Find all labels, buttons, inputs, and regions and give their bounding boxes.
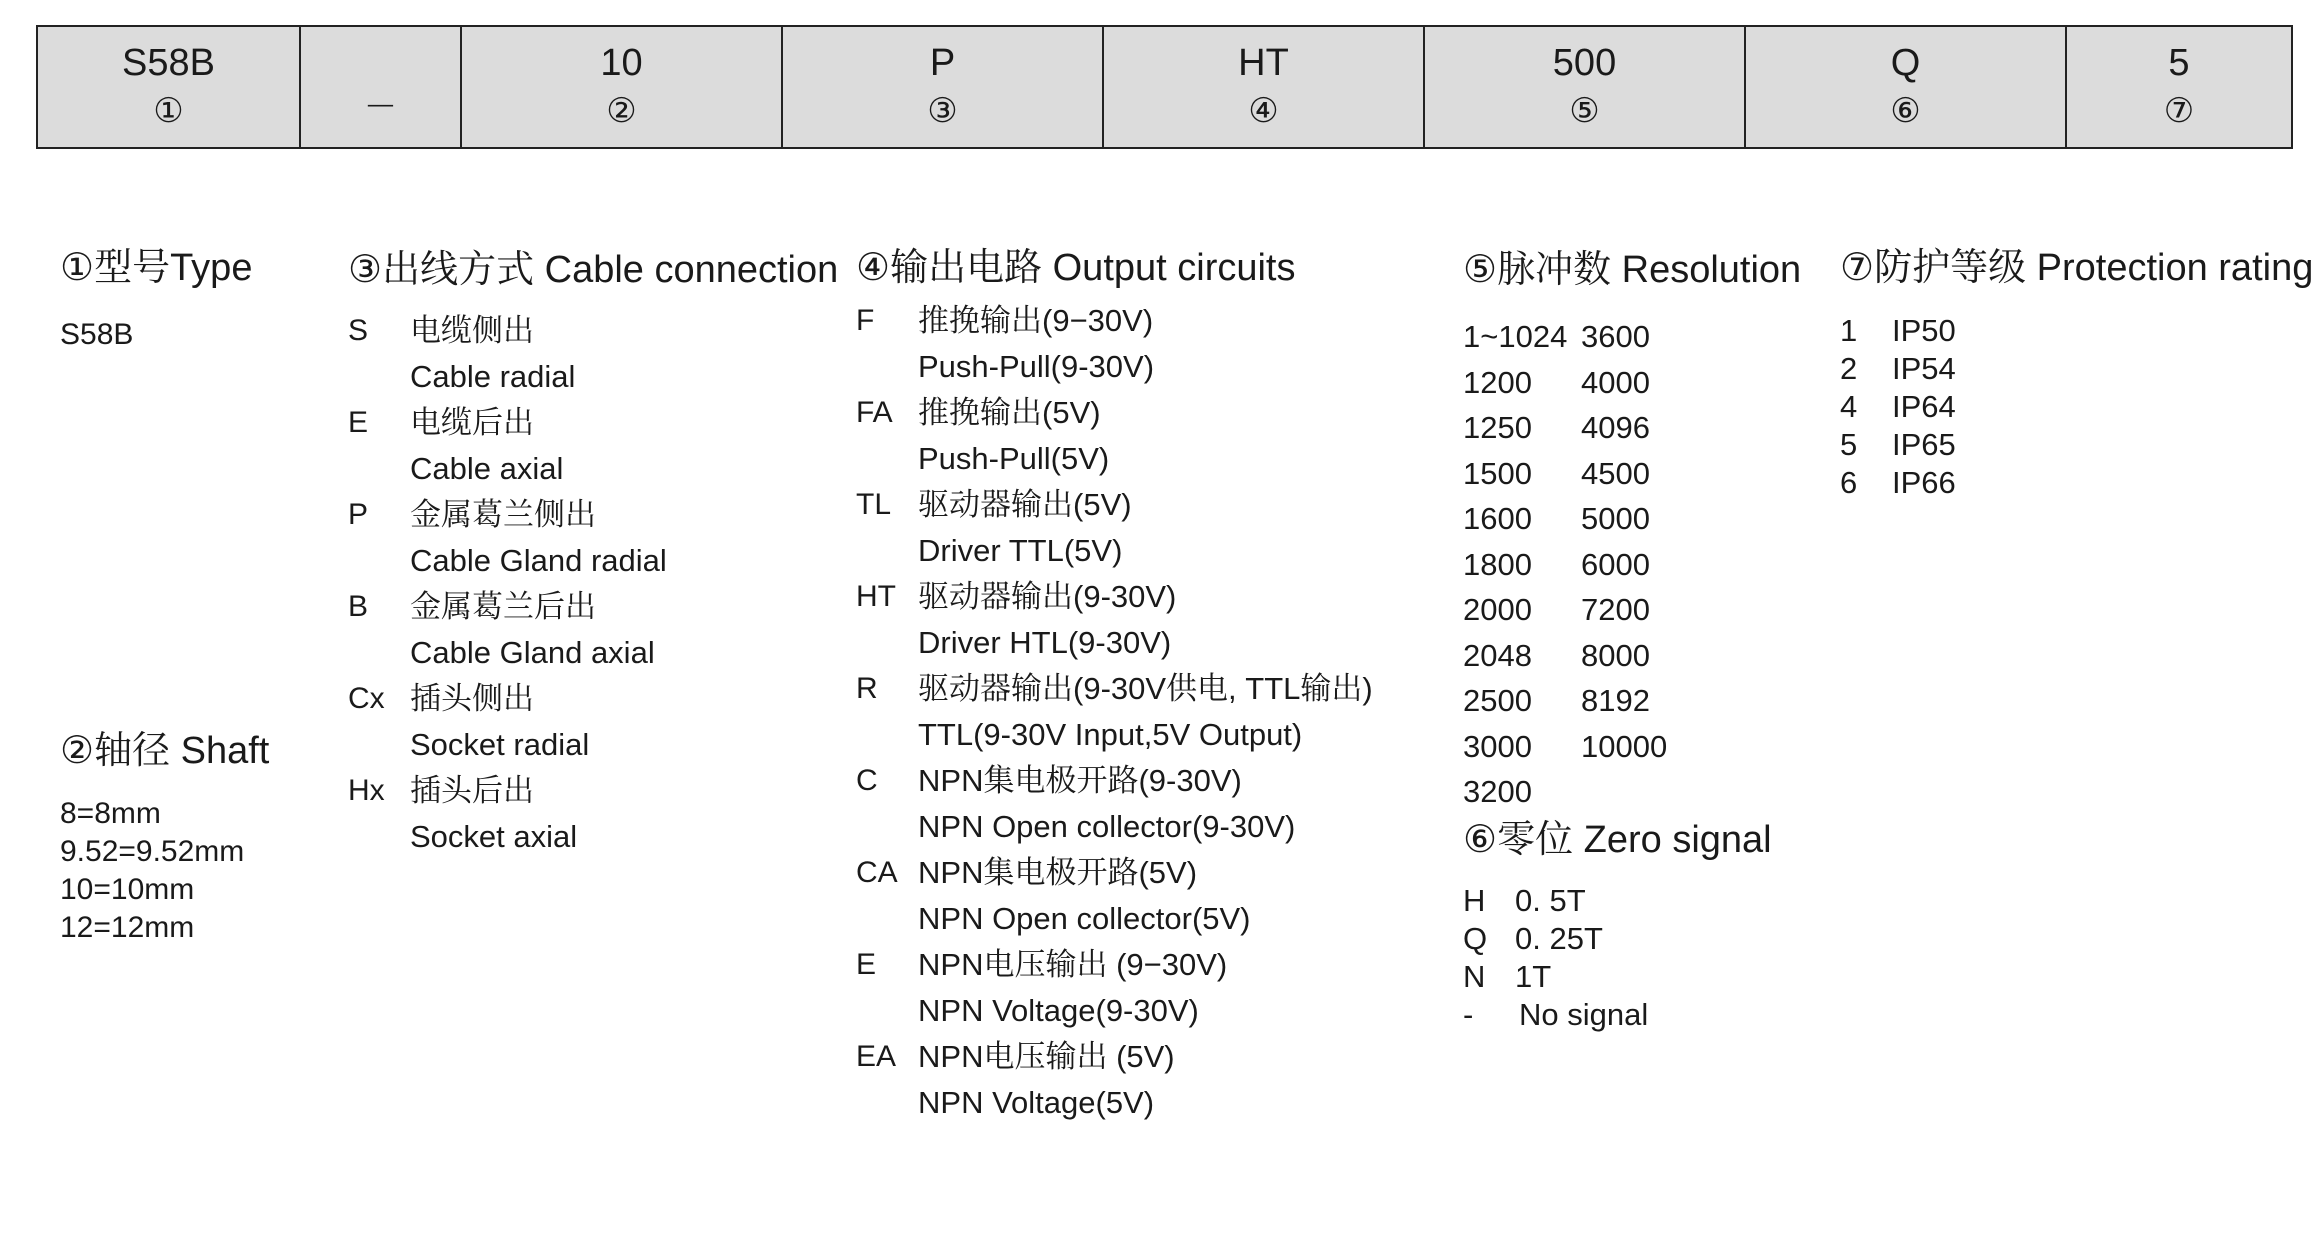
code-index: ②	[606, 92, 637, 130]
option-en: NPN Open collector(9-30V)	[918, 809, 1296, 844]
protection-section	[1840, 246, 2313, 502]
option-en: Push-Pull(9-30V)	[918, 349, 1155, 384]
option-cn: 电缆侧出	[410, 313, 534, 348]
shaft-list	[60, 795, 269, 947]
option-cn: 推挽输出(5V)	[918, 395, 1101, 430]
protection-option	[1840, 350, 2313, 388]
output-option	[856, 942, 1373, 1034]
type-section	[60, 246, 252, 354]
cable-option	[348, 400, 838, 492]
option-en: Socket axial	[410, 819, 578, 854]
option-en: NPN Open collector(5V)	[918, 901, 1251, 936]
resolution-value: 2048	[1463, 637, 1532, 673]
protection-list	[1840, 312, 2313, 502]
type-item: S58B	[60, 318, 134, 351]
option-text: 1T	[1515, 959, 1552, 994]
option-code: 2	[1840, 351, 1858, 386]
resolution-value: 10000	[1581, 728, 1668, 764]
resolution-value: 4500	[1581, 455, 1650, 491]
option-code: EA	[856, 1040, 897, 1073]
option-text: 0. 25T	[1515, 921, 1603, 956]
output-title: ④输出电路 Output circuits	[856, 247, 1296, 289]
option-en: Cable axial	[410, 451, 564, 486]
option-cn: 金属葛兰侧出	[410, 497, 596, 532]
zero-option	[1463, 958, 1772, 996]
option-code: -	[1463, 997, 1474, 1032]
option-cn: 推挽输出(9−30V)	[918, 303, 1154, 338]
code-index: ⑤	[1569, 92, 1600, 130]
output-option	[856, 1034, 1373, 1126]
resolution-value: 7200	[1581, 592, 1650, 627]
output-list	[856, 298, 1373, 1126]
option-text: IP66	[1892, 465, 1956, 500]
option-en: Cable Gland axial	[410, 635, 655, 670]
code-cell-output	[1104, 27, 1425, 147]
option-cn: 插头侧出	[410, 681, 534, 716]
protection-option	[1840, 388, 2313, 426]
option-cn: NPN电压输出 (5V)	[918, 1039, 1175, 1074]
option-en: Driver TTL(5V)	[918, 533, 1123, 568]
resolution-value: 3200	[1463, 774, 1532, 809]
option-code: Hx	[348, 774, 385, 807]
option-code: N	[1463, 959, 1486, 994]
resolution-value: 8192	[1581, 683, 1650, 718]
resolution-value: 1200	[1463, 364, 1532, 400]
code-index: ⑦	[2163, 92, 2195, 130]
code-index: ③	[927, 92, 958, 130]
zero-option	[1463, 920, 1772, 958]
cable-list	[348, 308, 838, 860]
option-code: H	[1463, 883, 1486, 918]
option-text: No signal	[1519, 997, 1649, 1032]
resolution-value: 3600	[1581, 319, 1650, 354]
output-section	[856, 246, 1373, 1126]
zero-title: ⑥零位 Zero signal	[1463, 819, 1772, 861]
shaft-item: 8=8mm	[60, 797, 161, 830]
output-option	[856, 482, 1373, 574]
option-cn: 驱动器输出(9-30V供电, TTL输出)	[918, 671, 1373, 706]
option-code: CA	[856, 856, 898, 889]
option-code: 1	[1840, 313, 1858, 348]
code-value: Q	[1890, 42, 1921, 84]
option-text: IP65	[1892, 427, 1956, 462]
option-code: TL	[856, 488, 892, 521]
output-option	[856, 574, 1373, 666]
cable-option	[348, 584, 838, 676]
code-index: ①	[153, 92, 184, 130]
zero-option	[1463, 882, 1772, 920]
resolution-value: 1250	[1463, 410, 1532, 445]
option-en: Socket radial	[410, 727, 590, 762]
option-cn: 驱动器输出(5V)	[918, 487, 1132, 522]
code-value: S58B	[122, 42, 215, 84]
shaft-title: ②轴径 Shaft	[60, 730, 270, 772]
zero-section	[1463, 818, 1772, 1034]
option-text: IP50	[1892, 313, 1956, 348]
option-en: Driver HTL(9-30V)	[918, 625, 1172, 660]
resolution-value: 4096	[1581, 410, 1650, 445]
output-option	[856, 666, 1373, 758]
code-value: 10	[600, 42, 643, 84]
resolution-value: 1500	[1463, 455, 1532, 491]
code-separator: _	[368, 62, 393, 111]
code-index: ⑥	[1890, 92, 1921, 130]
option-en: Cable Gland radial	[410, 543, 667, 578]
code-value: P	[929, 42, 956, 84]
option-code: F	[856, 304, 875, 337]
resolution-value: 4000	[1581, 364, 1650, 400]
resolution-section	[1463, 248, 1801, 815]
protection-title: ⑦防护等级 Protection rating	[1840, 247, 2314, 289]
code-cell-type	[38, 27, 301, 147]
option-text: 0. 5T	[1515, 883, 1586, 918]
option-code: Cx	[348, 682, 385, 715]
code-value: 5	[2168, 42, 2190, 84]
option-code: 6	[1840, 465, 1858, 500]
resolution-value: 2500	[1463, 683, 1532, 718]
option-code: P	[348, 498, 369, 531]
option-code: S	[348, 314, 369, 347]
output-option	[856, 850, 1373, 942]
code-cell-resolution	[1425, 27, 1746, 147]
zero-list	[1463, 882, 1772, 1034]
option-cn: 驱动器输出(9-30V)	[918, 579, 1177, 614]
option-code: C	[856, 764, 878, 797]
resolution-value	[1581, 769, 1741, 815]
shaft-item: 10=10mm	[60, 873, 195, 906]
option-cn: 金属葛兰后出	[410, 589, 596, 624]
option-text: IP64	[1892, 389, 1956, 424]
output-option	[856, 390, 1373, 482]
protection-option	[1840, 426, 2313, 464]
option-en: TTL(9-30V Input,5V Output)	[918, 717, 1303, 752]
resolution-value: 6000	[1581, 546, 1650, 582]
option-en: NPN Voltage(5V)	[918, 1085, 1155, 1120]
shaft-section	[60, 729, 269, 947]
cable-option	[348, 768, 838, 860]
output-option	[856, 298, 1373, 390]
protection-option	[1840, 312, 2313, 350]
option-code: E	[348, 406, 369, 439]
code-cell-protection	[2067, 27, 2291, 147]
code-value: HT	[1238, 42, 1289, 84]
type-list	[60, 316, 252, 354]
shaft-item: 12=12mm	[60, 911, 195, 944]
code-cell-cable	[783, 27, 1104, 147]
option-cn: NPN电压输出 (9−30V)	[918, 947, 1228, 982]
shaft-item: 9.52=9.52mm	[60, 835, 245, 868]
type-title: ①型号Type	[60, 247, 253, 289]
cable-title: ③出线方式 Cable connection	[348, 249, 839, 291]
option-en: NPN Voltage(9-30V)	[918, 993, 1199, 1028]
option-en: Push-Pull(5V)	[918, 441, 1110, 476]
option-text: IP54	[1892, 351, 1956, 386]
resolution-value: 1800	[1463, 546, 1532, 582]
option-code: 5	[1840, 427, 1858, 462]
cable-option	[348, 676, 838, 768]
option-code: B	[348, 590, 369, 623]
code-cell-shaft	[462, 27, 783, 147]
code-value: 500	[1552, 42, 1617, 84]
cable-option	[348, 308, 838, 400]
code-cell-zero	[1746, 27, 2067, 147]
option-code: E	[856, 948, 877, 981]
option-en: Cable radial	[410, 359, 576, 394]
cable-section	[348, 248, 838, 860]
resolution-title: ⑤脉冲数 Resolution	[1463, 249, 1802, 291]
resolution-value: 1600	[1463, 501, 1532, 536]
code-index: ④	[1248, 92, 1279, 130]
resolution-value: 5000	[1581, 501, 1650, 536]
option-cn: NPN集电极开路(9-30V)	[918, 763, 1242, 798]
output-option	[856, 758, 1373, 850]
code-cell-separator	[301, 27, 462, 147]
option-cn: 电缆后出	[410, 405, 534, 440]
model-code-table	[36, 25, 2293, 149]
protection-option	[1840, 464, 2313, 502]
cable-option	[348, 492, 838, 584]
resolution-value: 2000	[1463, 592, 1532, 627]
resolution-grid	[1463, 314, 1801, 815]
option-code: FA	[856, 396, 893, 429]
option-code: R	[856, 672, 878, 705]
resolution-value: 8000	[1581, 637, 1650, 673]
zero-option	[1463, 996, 1772, 1034]
resolution-value: 3000	[1463, 728, 1532, 764]
option-code: Q	[1463, 921, 1488, 956]
option-code: HT	[856, 580, 896, 613]
option-code: 4	[1840, 389, 1858, 424]
option-cn: 插头后出	[410, 773, 534, 808]
resolution-value: 1~1024	[1463, 319, 1568, 354]
option-cn: NPN集电极开路(5V)	[918, 855, 1198, 890]
